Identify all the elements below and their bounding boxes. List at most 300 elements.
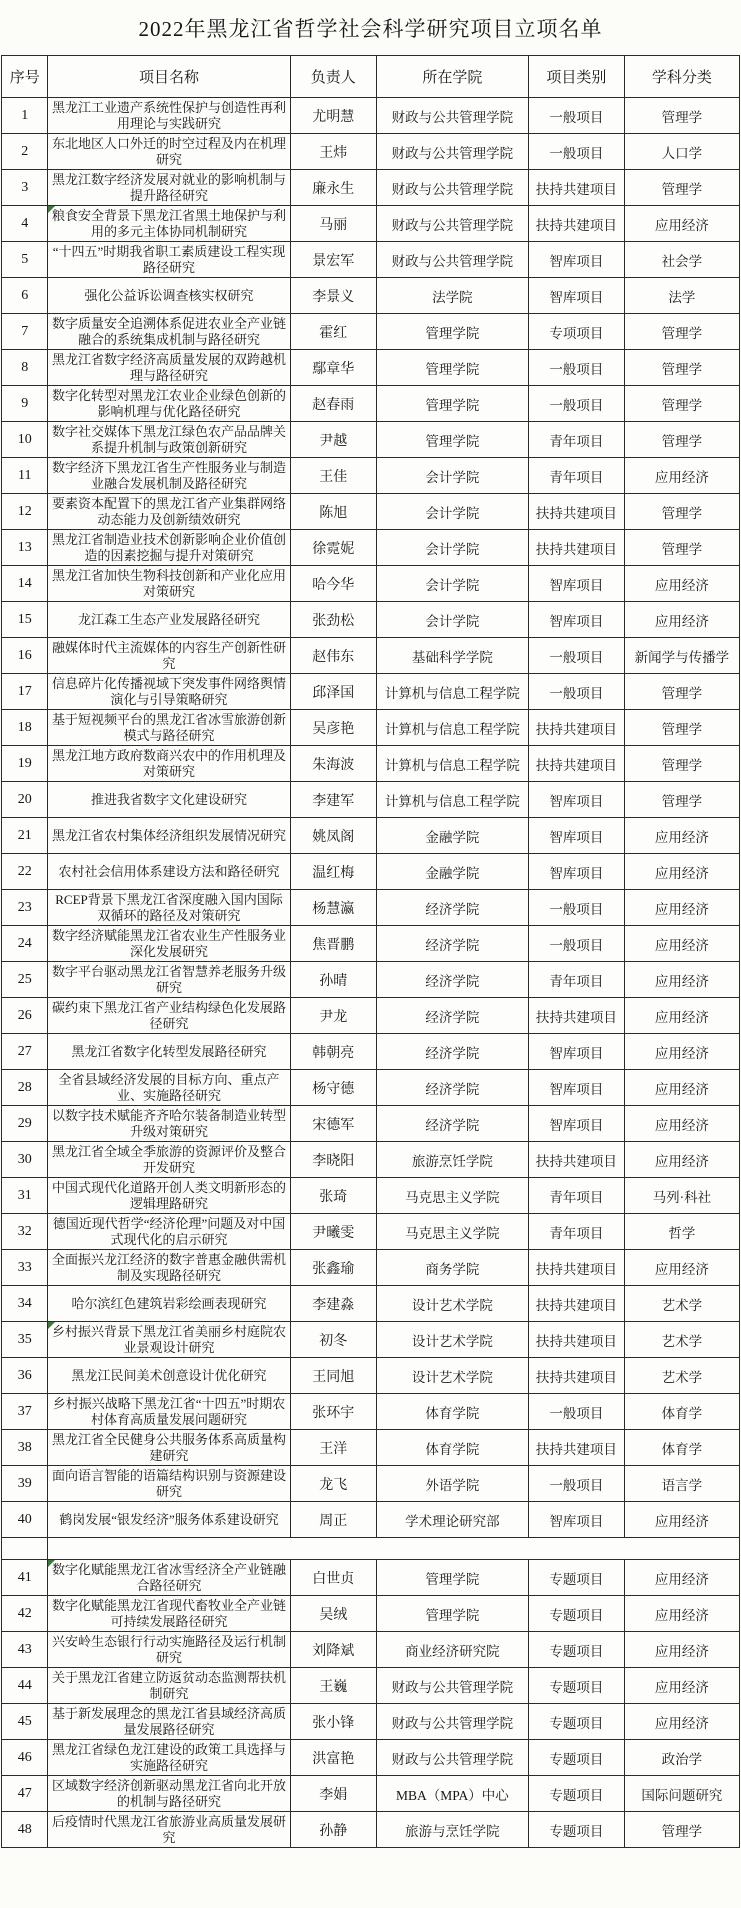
table-row bbox=[2, 674, 740, 710]
row-project-category: 智库项目 bbox=[528, 854, 624, 890]
row-discipline: 管理学 bbox=[624, 314, 739, 350]
row-leader: 徐霓妮 bbox=[290, 530, 376, 566]
row-discipline: 管理学 bbox=[624, 746, 739, 782]
row-project-name: 农村社会信用体系建设方法和路径研究 bbox=[48, 854, 290, 890]
table-row bbox=[2, 494, 740, 530]
row-college: 商务学院 bbox=[376, 1250, 528, 1286]
table-row bbox=[2, 1776, 740, 1812]
row-serial-number: 23 bbox=[2, 890, 48, 926]
row-discipline: 应用经济 bbox=[624, 1632, 739, 1668]
row-college: 计算机与信息工程学院 bbox=[376, 674, 528, 710]
row-discipline: 体育学 bbox=[624, 1394, 739, 1430]
row-discipline: 应用经济 bbox=[624, 1106, 739, 1142]
row-project-category: 专题项目 bbox=[528, 1740, 624, 1776]
row-serial-number: 25 bbox=[2, 962, 48, 998]
row-project-name: 碳约束下黑龙江省产业结构绿色化发展路径研究 bbox=[48, 998, 290, 1034]
row-serial-number: 22 bbox=[2, 854, 48, 890]
row-leader: 哈今华 bbox=[290, 566, 376, 602]
row-leader: 尹龙 bbox=[290, 998, 376, 1034]
table-row bbox=[2, 1632, 740, 1668]
row-serial-number: 18 bbox=[2, 710, 48, 746]
row-project-category: 青年项目 bbox=[528, 458, 624, 494]
row-college: 计算机与信息工程学院 bbox=[376, 710, 528, 746]
table-row bbox=[2, 386, 740, 422]
row-leader: 姚凤阁 bbox=[290, 818, 376, 854]
row-serial-number: 15 bbox=[2, 602, 48, 638]
row-discipline: 管理学 bbox=[624, 1812, 739, 1848]
row-leader: 刘降斌 bbox=[290, 1632, 376, 1668]
row-project-name: 推进我省数字文化建设研究 bbox=[48, 782, 290, 818]
row-serial-number: 16 bbox=[2, 638, 48, 674]
row-college: 管理学院 bbox=[376, 314, 528, 350]
row-discipline: 管理学 bbox=[624, 674, 739, 710]
row-serial-number: 45 bbox=[2, 1704, 48, 1740]
row-project-name: 中国式现代化道路开创人类文明新形态的逻辑理路研究 bbox=[48, 1178, 290, 1214]
row-project-category: 扶持共建项目 bbox=[528, 998, 624, 1034]
row-discipline: 社会学 bbox=[624, 242, 739, 278]
row-leader: 孙晴 bbox=[290, 962, 376, 998]
row-project-name: 龙江森工生态产业发展路径研究 bbox=[48, 602, 290, 638]
row-leader: 李景义 bbox=[290, 278, 376, 314]
row-project-category: 一般项目 bbox=[528, 926, 624, 962]
row-college: 设计艺术学院 bbox=[376, 1358, 528, 1394]
row-discipline: 应用经济 bbox=[624, 1034, 739, 1070]
row-project-category: 一般项目 bbox=[528, 1394, 624, 1430]
row-project-name: 黑龙江地方政府数商兴农中的作用机理及对策研究 bbox=[48, 746, 290, 782]
row-project-category: 扶持共建项目 bbox=[528, 1430, 624, 1466]
header-college: 所在学院 bbox=[376, 56, 528, 98]
row-project-category: 青年项目 bbox=[528, 1214, 624, 1250]
row-project-category: 一般项目 bbox=[528, 134, 624, 170]
row-leader: 王炜 bbox=[290, 134, 376, 170]
row-leader: 王同旭 bbox=[290, 1358, 376, 1394]
row-project-category: 扶持共建项目 bbox=[528, 494, 624, 530]
row-project-category: 智库项目 bbox=[528, 1106, 624, 1142]
row-discipline: 应用经济 bbox=[624, 206, 739, 242]
row-project-name: 黑龙江省制造业技术创新影响企业价值创造的因素挖掘与提升对策研究 bbox=[48, 530, 290, 566]
row-discipline: 应用经济 bbox=[624, 602, 739, 638]
row-project-name: 数字社交媒体下黑龙江绿色农产品品牌关系提升机制与政策创新研究 bbox=[48, 422, 290, 458]
table-row bbox=[2, 458, 740, 494]
table-row bbox=[2, 998, 740, 1034]
table-row bbox=[2, 1250, 740, 1286]
row-serial-number: 4 bbox=[2, 206, 48, 242]
row-project-name: 区域数字经济创新驱动黑龙江省向北开放的机制与路径研究 bbox=[48, 1776, 290, 1812]
table-row bbox=[2, 1430, 740, 1466]
row-leader: 吴绒 bbox=[290, 1596, 376, 1632]
row-discipline: 管理学 bbox=[624, 386, 739, 422]
row-serial-number: 40 bbox=[2, 1502, 48, 1538]
row-serial-number: 44 bbox=[2, 1668, 48, 1704]
table-row bbox=[2, 1596, 740, 1632]
row-college: 金融学院 bbox=[376, 854, 528, 890]
table-header-row bbox=[2, 56, 740, 98]
row-college: 财政与公共管理学院 bbox=[376, 242, 528, 278]
row-project-category: 扶持共建项目 bbox=[528, 710, 624, 746]
row-project-category: 扶持共建项目 bbox=[528, 170, 624, 206]
table-row bbox=[2, 1034, 740, 1070]
row-serial-number: 34 bbox=[2, 1286, 48, 1322]
row-leader: 周正 bbox=[290, 1502, 376, 1538]
row-serial-number: 3 bbox=[2, 170, 48, 206]
row-leader: 张鑫瑜 bbox=[290, 1250, 376, 1286]
table-row bbox=[2, 1070, 740, 1106]
row-project-name: 黑龙江工业遗产系统性保护与创造性再利用理论与实践研究 bbox=[48, 98, 290, 134]
row-leader: 赵伟东 bbox=[290, 638, 376, 674]
row-discipline: 新闻学与传播学 bbox=[624, 638, 739, 674]
row-serial-number: 30 bbox=[2, 1142, 48, 1178]
row-serial-number: 11 bbox=[2, 458, 48, 494]
row-project-name: 信息碎片化传播视域下突发事件网络舆情演化与引导策略研究 bbox=[48, 674, 290, 710]
row-project-category: 青年项目 bbox=[528, 962, 624, 998]
table-row bbox=[2, 1560, 740, 1596]
row-project-category: 扶持共建项目 bbox=[528, 1358, 624, 1394]
row-leader: 尤明慧 bbox=[290, 98, 376, 134]
row-leader: 初冬 bbox=[290, 1322, 376, 1358]
table-row bbox=[2, 1704, 740, 1740]
row-serial-number: 19 bbox=[2, 746, 48, 782]
header-leader: 负责人 bbox=[290, 56, 376, 98]
row-serial-number: 43 bbox=[2, 1632, 48, 1668]
table-row bbox=[2, 1394, 740, 1430]
row-project-category: 扶持共建项目 bbox=[528, 746, 624, 782]
row-project-name: 鹤岗发展“银发经济”服务体系建设研究 bbox=[48, 1502, 290, 1538]
row-discipline: 应用经济 bbox=[624, 1704, 739, 1740]
row-serial-number: 31 bbox=[2, 1178, 48, 1214]
table-row bbox=[2, 350, 740, 386]
row-discipline: 应用经济 bbox=[624, 962, 739, 998]
row-leader: 杨慧瀛 bbox=[290, 890, 376, 926]
table-row bbox=[2, 206, 740, 242]
row-leader: 吴彦艳 bbox=[290, 710, 376, 746]
row-project-name: 数字化转型对黑龙江农业企业绿色创新的影响机理与优化路径研究 bbox=[48, 386, 290, 422]
row-discipline: 体育学 bbox=[624, 1430, 739, 1466]
row-leader: 王洋 bbox=[290, 1430, 376, 1466]
table-row bbox=[2, 746, 740, 782]
row-leader: 赵春雨 bbox=[290, 386, 376, 422]
row-college: 计算机与信息工程学院 bbox=[376, 746, 528, 782]
row-discipline: 语言学 bbox=[624, 1466, 739, 1502]
table-row bbox=[2, 566, 740, 602]
row-project-category: 专项项目 bbox=[528, 314, 624, 350]
row-college: 经济学院 bbox=[376, 962, 528, 998]
row-leader: 马丽 bbox=[290, 206, 376, 242]
table-row bbox=[2, 134, 740, 170]
row-project-category: 专题项目 bbox=[528, 1668, 624, 1704]
row-discipline: 马列·科社 bbox=[624, 1178, 739, 1214]
row-college: 经济学院 bbox=[376, 1070, 528, 1106]
row-leader: 龙飞 bbox=[290, 1466, 376, 1502]
row-project-name: 关于黑龙江省建立防返贫动态监测帮扶机制研究 bbox=[48, 1668, 290, 1704]
row-college: 管理学院 bbox=[376, 386, 528, 422]
table-body bbox=[2, 98, 740, 1848]
row-project-name: 乡村振兴战略下黑龙江省“十四五”时期农村体育高质量发展问题研究 bbox=[48, 1394, 290, 1430]
row-discipline: 艺术学 bbox=[624, 1358, 739, 1394]
row-serial-number: 20 bbox=[2, 782, 48, 818]
row-project-category: 扶持共建项目 bbox=[528, 1142, 624, 1178]
row-serial-number: 33 bbox=[2, 1250, 48, 1286]
row-discipline: 法学 bbox=[624, 278, 739, 314]
row-project-name: 黑龙江省加快生物科技创新和产业化应用对策研究 bbox=[48, 566, 290, 602]
row-leader: 尹越 bbox=[290, 422, 376, 458]
row-leader: 张小锋 bbox=[290, 1704, 376, 1740]
row-project-name: 强化公益诉讼调查核实权研究 bbox=[48, 278, 290, 314]
row-serial-number: 5 bbox=[2, 242, 48, 278]
row-serial-number: 2 bbox=[2, 134, 48, 170]
row-project-category: 智库项目 bbox=[528, 242, 624, 278]
empty-separator-row bbox=[2, 1538, 740, 1560]
row-project-category: 智库项目 bbox=[528, 1034, 624, 1070]
row-college: 管理学院 bbox=[376, 1596, 528, 1632]
row-discipline: 应用经济 bbox=[624, 926, 739, 962]
row-college: 法学院 bbox=[376, 278, 528, 314]
row-serial-number: 14 bbox=[2, 566, 48, 602]
row-serial-number: 37 bbox=[2, 1394, 48, 1430]
row-leader: 宋德军 bbox=[290, 1106, 376, 1142]
row-discipline: 应用经济 bbox=[624, 854, 739, 890]
table-row bbox=[2, 1358, 740, 1394]
row-project-category: 专题项目 bbox=[528, 1704, 624, 1740]
row-project-category: 青年项目 bbox=[528, 422, 624, 458]
row-project-name: 黑龙江民间美术创意设计优化研究 bbox=[48, 1358, 290, 1394]
table-row bbox=[2, 890, 740, 926]
row-college: 体育学院 bbox=[376, 1394, 528, 1430]
table-row bbox=[2, 710, 740, 746]
row-project-category: 扶持共建项目 bbox=[528, 1286, 624, 1322]
row-college: 学术理论研究部 bbox=[376, 1502, 528, 1538]
row-project-category: 扶持共建项目 bbox=[528, 1322, 624, 1358]
row-leader: 李娟 bbox=[290, 1776, 376, 1812]
row-project-name: “十四五”时期我省职工素质建设工程实现路径研究 bbox=[48, 242, 290, 278]
row-leader: 李晓阳 bbox=[290, 1142, 376, 1178]
row-college: 旅游与烹饪学院 bbox=[376, 1812, 528, 1848]
row-discipline: 管理学 bbox=[624, 530, 739, 566]
header-discipline: 学科分类 bbox=[624, 56, 739, 98]
row-leader: 孙静 bbox=[290, 1812, 376, 1848]
table-row bbox=[2, 1106, 740, 1142]
row-discipline: 政治学 bbox=[624, 1740, 739, 1776]
row-discipline: 哲学 bbox=[624, 1214, 739, 1250]
row-project-name: 德国近现代哲学“经济伦理”问题及对中国式现代化的启示研究 bbox=[48, 1214, 290, 1250]
row-college: 会计学院 bbox=[376, 566, 528, 602]
row-discipline: 管理学 bbox=[624, 350, 739, 386]
table-row bbox=[2, 1178, 740, 1214]
row-serial-number: 6 bbox=[2, 278, 48, 314]
row-project-name: 数字平台驱动黑龙江省智慧养老服务升级研究 bbox=[48, 962, 290, 998]
table-row bbox=[2, 1668, 740, 1704]
row-leader: 李建军 bbox=[290, 782, 376, 818]
row-college: 基础科学学院 bbox=[376, 638, 528, 674]
row-serial-number: 8 bbox=[2, 350, 48, 386]
row-serial-number: 39 bbox=[2, 1466, 48, 1502]
row-project-category: 专题项目 bbox=[528, 1632, 624, 1668]
row-serial-number: 48 bbox=[2, 1812, 48, 1848]
row-college: 体育学院 bbox=[376, 1430, 528, 1466]
table-row bbox=[2, 530, 740, 566]
table-row bbox=[2, 638, 740, 674]
table-row bbox=[2, 170, 740, 206]
row-discipline: 应用经济 bbox=[624, 566, 739, 602]
row-serial-number: 26 bbox=[2, 998, 48, 1034]
row-college: 财政与公共管理学院 bbox=[376, 1668, 528, 1704]
row-discipline: 人口学 bbox=[624, 134, 739, 170]
row-college: 经济学院 bbox=[376, 1034, 528, 1070]
table-row bbox=[2, 782, 740, 818]
table-row bbox=[2, 314, 740, 350]
row-serial-number: 10 bbox=[2, 422, 48, 458]
row-discipline: 国际问题研究 bbox=[624, 1776, 739, 1812]
row-project-category: 一般项目 bbox=[528, 638, 624, 674]
row-college: 马克思主义学院 bbox=[376, 1214, 528, 1250]
row-leader: 尹曦雯 bbox=[290, 1214, 376, 1250]
row-serial-number: 41 bbox=[2, 1560, 48, 1596]
row-serial-number: 24 bbox=[2, 926, 48, 962]
row-project-name: 东北地区人口外迁的时空过程及内在机理研究 bbox=[48, 134, 290, 170]
row-college: 经济学院 bbox=[376, 998, 528, 1034]
row-project-name: 粮食安全背景下黑龙江省黑土地保护与利用的多元主体协同机制研究 bbox=[48, 206, 290, 242]
row-serial-number: 1 bbox=[2, 98, 48, 134]
row-discipline: 管理学 bbox=[624, 422, 739, 458]
row-project-category: 专题项目 bbox=[528, 1812, 624, 1848]
row-discipline: 应用经济 bbox=[624, 1502, 739, 1538]
header-project-category: 项目类别 bbox=[528, 56, 624, 98]
row-college: 会计学院 bbox=[376, 602, 528, 638]
row-serial-number: 28 bbox=[2, 1070, 48, 1106]
row-serial-number: 29 bbox=[2, 1106, 48, 1142]
row-project-category: 专题项目 bbox=[528, 1776, 624, 1812]
row-project-category: 智库项目 bbox=[528, 602, 624, 638]
row-serial-number: 38 bbox=[2, 1430, 48, 1466]
row-discipline: 应用经济 bbox=[624, 458, 739, 494]
row-serial-number: 13 bbox=[2, 530, 48, 566]
row-project-name: 黑龙江数字经济发展对就业的影响机制与提升路径研究 bbox=[48, 170, 290, 206]
row-project-name: 黑龙江省全民健身公共服务体系高质量构建研究 bbox=[48, 1430, 290, 1466]
row-college: 外语学院 bbox=[376, 1466, 528, 1502]
table-row bbox=[2, 1142, 740, 1178]
row-project-category: 一般项目 bbox=[528, 386, 624, 422]
row-project-name: 基于新发展理念的黑龙江省县域经济高质量发展路径研究 bbox=[48, 1704, 290, 1740]
row-project-name: 数字经济赋能黑龙江省农业生产性服务业深化发展研究 bbox=[48, 926, 290, 962]
table-row bbox=[2, 422, 740, 458]
row-project-name: 黑龙江省全域全季旅游的资源评价及整合开发研究 bbox=[48, 1142, 290, 1178]
row-leader: 张环宇 bbox=[290, 1394, 376, 1430]
row-college: 财政与公共管理学院 bbox=[376, 170, 528, 206]
row-discipline: 应用经济 bbox=[624, 818, 739, 854]
row-leader: 焦晋鹏 bbox=[290, 926, 376, 962]
separator-cell-left bbox=[2, 1538, 48, 1560]
row-leader: 王巍 bbox=[290, 1668, 376, 1704]
row-college: 财政与公共管理学院 bbox=[376, 134, 528, 170]
row-project-name: RCEP背景下黑龙江省深度融入国内国际双循环的路径及对策研究 bbox=[48, 890, 290, 926]
row-project-category: 智库项目 bbox=[528, 1502, 624, 1538]
row-leader: 邱泽国 bbox=[290, 674, 376, 710]
row-discipline: 管理学 bbox=[624, 710, 739, 746]
row-project-name: 兴安岭生态银行行动实施路径及运行机制研究 bbox=[48, 1632, 290, 1668]
table-row bbox=[2, 602, 740, 638]
row-leader: 陈旭 bbox=[290, 494, 376, 530]
row-college: MBA（MPA）中心 bbox=[376, 1776, 528, 1812]
table-row bbox=[2, 1214, 740, 1250]
row-project-category: 专题项目 bbox=[528, 1560, 624, 1596]
row-project-category: 扶持共建项目 bbox=[528, 206, 624, 242]
row-leader: 王佳 bbox=[290, 458, 376, 494]
row-college: 会计学院 bbox=[376, 458, 528, 494]
row-college: 财政与公共管理学院 bbox=[376, 1740, 528, 1776]
row-discipline: 管理学 bbox=[624, 782, 739, 818]
page-title: 2022年黑龙江省哲学社会科学研究项目立项名单 bbox=[138, 16, 603, 41]
row-leader: 朱海波 bbox=[290, 746, 376, 782]
separator-cell-rest bbox=[48, 1538, 740, 1560]
row-serial-number: 46 bbox=[2, 1740, 48, 1776]
row-serial-number: 21 bbox=[2, 818, 48, 854]
row-leader: 白世贞 bbox=[290, 1560, 376, 1596]
table-row bbox=[2, 1286, 740, 1322]
row-leader: 廉永生 bbox=[290, 170, 376, 206]
table-row bbox=[2, 1466, 740, 1502]
row-project-name: 乡村振兴背景下黑龙江省美丽乡村庭院农业景观设计研究 bbox=[48, 1322, 290, 1358]
row-discipline: 应用经济 bbox=[624, 1596, 739, 1632]
row-project-name: 全面振兴龙江经济的数字普惠金融供需机制及实现路径研究 bbox=[48, 1250, 290, 1286]
row-college: 旅游烹饪学院 bbox=[376, 1142, 528, 1178]
row-discipline: 应用经济 bbox=[624, 998, 739, 1034]
row-project-category: 一般项目 bbox=[528, 674, 624, 710]
row-leader: 张劲松 bbox=[290, 602, 376, 638]
table-row bbox=[2, 818, 740, 854]
row-project-name: 哈尔滨红色建筑岩彩绘画表现研究 bbox=[48, 1286, 290, 1322]
row-project-name: 面向语言智能的语篇结构识别与资源建设研究 bbox=[48, 1466, 290, 1502]
row-discipline: 应用经济 bbox=[624, 1668, 739, 1704]
row-project-name: 数字经济下黑龙江省生产性服务业与制造业融合发展机制及路径研究 bbox=[48, 458, 290, 494]
row-project-category: 智库项目 bbox=[528, 1070, 624, 1106]
row-project-name: 全省县域经济发展的目标方向、重点产业、实施路径研究 bbox=[48, 1070, 290, 1106]
row-discipline: 管理学 bbox=[624, 170, 739, 206]
row-discipline: 管理学 bbox=[624, 494, 739, 530]
row-serial-number: 17 bbox=[2, 674, 48, 710]
row-college: 马克思主义学院 bbox=[376, 1178, 528, 1214]
row-leader: 霍红 bbox=[290, 314, 376, 350]
row-leader: 韩朝亮 bbox=[290, 1034, 376, 1070]
row-college: 金融学院 bbox=[376, 818, 528, 854]
row-project-name: 后疫情时代黑龙江省旅游业高质量发展研究 bbox=[48, 1812, 290, 1848]
header-serial-number: 序号 bbox=[2, 56, 48, 98]
row-college: 财政与公共管理学院 bbox=[376, 206, 528, 242]
row-college: 经济学院 bbox=[376, 890, 528, 926]
table-row bbox=[2, 242, 740, 278]
table-row bbox=[2, 854, 740, 890]
row-discipline: 应用经济 bbox=[624, 1070, 739, 1106]
row-project-category: 智库项目 bbox=[528, 818, 624, 854]
row-college: 设计艺术学院 bbox=[376, 1286, 528, 1322]
row-college: 财政与公共管理学院 bbox=[376, 1704, 528, 1740]
row-leader: 杨守德 bbox=[290, 1070, 376, 1106]
row-leader: 景宏军 bbox=[290, 242, 376, 278]
row-discipline: 应用经济 bbox=[624, 1560, 739, 1596]
row-project-name: 基于短视频平台的黑龙江省冰雪旅游创新模式与路径研究 bbox=[48, 710, 290, 746]
header-project-name: 项目名称 bbox=[48, 56, 290, 98]
row-serial-number: 42 bbox=[2, 1596, 48, 1632]
row-serial-number: 32 bbox=[2, 1214, 48, 1250]
row-project-category: 扶持共建项目 bbox=[528, 1250, 624, 1286]
table-row bbox=[2, 1740, 740, 1776]
row-college: 经济学院 bbox=[376, 1106, 528, 1142]
table-row bbox=[2, 1812, 740, 1848]
row-project-name: 黑龙江省农村集体经济组织发展情况研究 bbox=[48, 818, 290, 854]
row-project-category: 一般项目 bbox=[528, 1466, 624, 1502]
row-project-name: 以数字技术赋能齐齐哈尔装备制造业转型升级对策研究 bbox=[48, 1106, 290, 1142]
row-college: 计算机与信息工程学院 bbox=[376, 782, 528, 818]
row-serial-number: 35 bbox=[2, 1322, 48, 1358]
row-leader: 洪富艳 bbox=[290, 1740, 376, 1776]
